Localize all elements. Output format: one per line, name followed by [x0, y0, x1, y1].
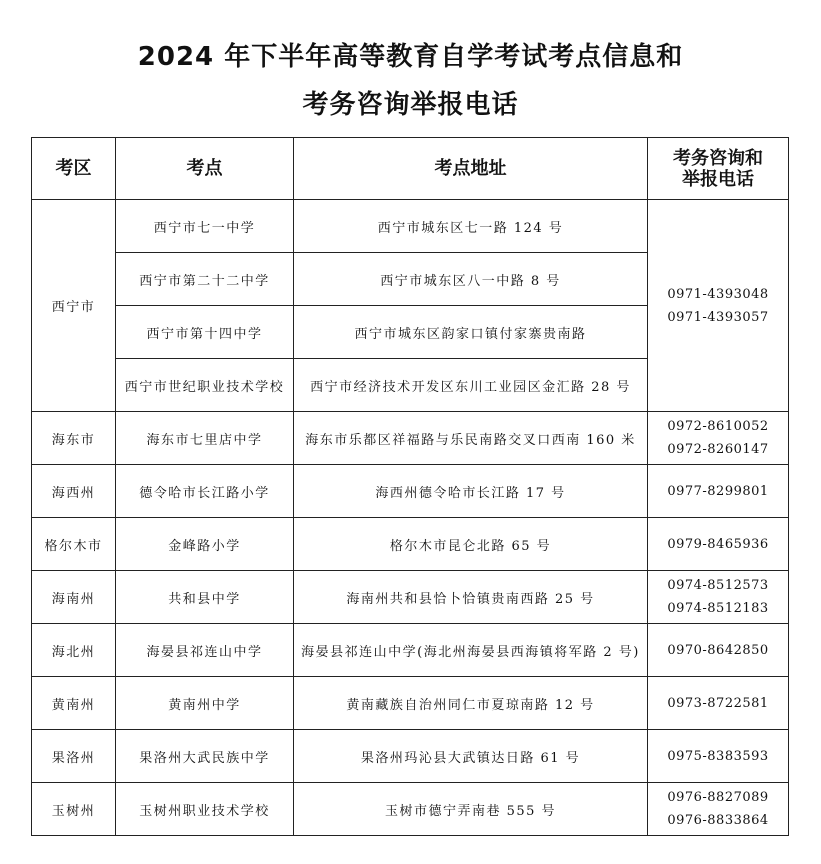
address-cell: 西宁市城东区七一路 124 号: [294, 200, 648, 253]
phone-number: 0972-8610052: [667, 419, 769, 434]
phone-cell: [648, 730, 789, 783]
phone-cell: [648, 200, 789, 412]
table-header-row: [32, 138, 789, 200]
address-cell: 海晏县祁连山中学(海北州海晏县西海镇将军路 2 号): [294, 624, 648, 677]
address-cell: 海西州德令哈市长江路 17 号: [294, 465, 648, 518]
site-cell: 金峰路小学: [116, 518, 294, 571]
address-cell: 果洛州玛沁县大武镇达日路 61 号: [294, 730, 648, 783]
table-row: [32, 200, 789, 253]
site-cell: 黄南州中学: [116, 677, 294, 730]
address-cell: 格尔木市昆仑北路 65 号: [294, 518, 648, 571]
area-cell: 海南州: [32, 571, 116, 624]
phone-number: 0974-8512183: [667, 601, 769, 616]
site-cell: 西宁市第二十二中学: [116, 253, 294, 306]
phone-number: 0976-8833864: [667, 813, 769, 828]
table-row: [32, 571, 789, 624]
table-row: [32, 730, 789, 783]
address-cell: 西宁市城东区八一中路 8 号: [294, 253, 648, 306]
area-cell: 玉树州: [32, 783, 116, 836]
table-row: [32, 624, 789, 677]
site-cell: 西宁市世纪职业技术学校: [116, 359, 294, 412]
area-cell: 海北州: [32, 624, 116, 677]
phone-number: 0976-8827089: [667, 790, 769, 805]
phone-number: 0975-8383593: [667, 748, 769, 764]
area-cell: 黄南州: [32, 677, 116, 730]
phone-number: 0973-8722581: [667, 695, 769, 711]
site-cell: 海东市七里店中学: [116, 412, 294, 465]
address-cell: 西宁市经济技术开发区东川工业园区金汇路 28 号: [294, 359, 648, 412]
phone-number: 0974-8512573: [667, 578, 769, 593]
area-cell: 西宁市: [32, 200, 116, 412]
phone-number: 0972-8260147: [667, 442, 769, 457]
site-cell: 西宁市第十四中学: [116, 306, 294, 359]
table-row: [32, 783, 789, 836]
exam-site-table: [31, 137, 789, 836]
phone-cell: [648, 518, 789, 571]
phone-number: 0971-4393057: [667, 309, 769, 325]
address-cell: 海南州共和县恰卜恰镇贵南西路 25 号: [294, 571, 648, 624]
phone-number: 0970-8642850: [667, 642, 769, 658]
phone-number: 0979-8465936: [667, 536, 769, 552]
area-cell: 海西州: [32, 465, 116, 518]
site-cell: 果洛州大武民族中学: [116, 730, 294, 783]
site-cell: 玉树州职业技术学校: [116, 783, 294, 836]
table-row: [32, 412, 789, 465]
address-cell: 海东市乐都区祥福路与乐民南路交叉口西南 160 米: [294, 412, 648, 465]
phone-cell: [648, 465, 789, 518]
area-cell: 果洛州: [32, 730, 116, 783]
site-cell: 共和县中学: [116, 571, 294, 624]
header-phone: 考务咨询和 举报电话: [648, 138, 789, 200]
area-cell: 格尔木市: [32, 518, 116, 571]
phone-number: 0977-8299801: [667, 483, 769, 499]
phone-cell: [648, 571, 789, 624]
address-cell: 黄南藏族自治州同仁市夏琼南路 12 号: [294, 677, 648, 730]
document-title-line2: 考务咨询举报电话: [302, 90, 519, 120]
table-row: [32, 465, 789, 518]
address-cell: 西宁市城东区韵家口镇付家寨贵南路: [294, 306, 648, 359]
document-title-line1: 2024 年下半年高等教育自学考试考点信息和: [137, 42, 684, 72]
phone-cell: [648, 783, 789, 836]
phone-cell: [648, 624, 789, 677]
header-site: 考点: [116, 138, 294, 200]
address-cell: 玉树市德宁弄南巷 555 号: [294, 783, 648, 836]
table-row: [32, 518, 789, 571]
phone-cell: [648, 412, 789, 465]
header-area: 考区: [32, 138, 116, 200]
site-cell: 海晏县祁连山中学: [116, 624, 294, 677]
phone-number: 0971-4393048: [667, 286, 769, 302]
site-cell: 德令哈市长江路小学: [116, 465, 294, 518]
area-cell: 海东市: [32, 412, 116, 465]
header-address: 考点地址: [294, 138, 648, 200]
phone-cell: [648, 677, 789, 730]
site-cell: 西宁市七一中学: [116, 200, 294, 253]
table-row: [32, 677, 789, 730]
